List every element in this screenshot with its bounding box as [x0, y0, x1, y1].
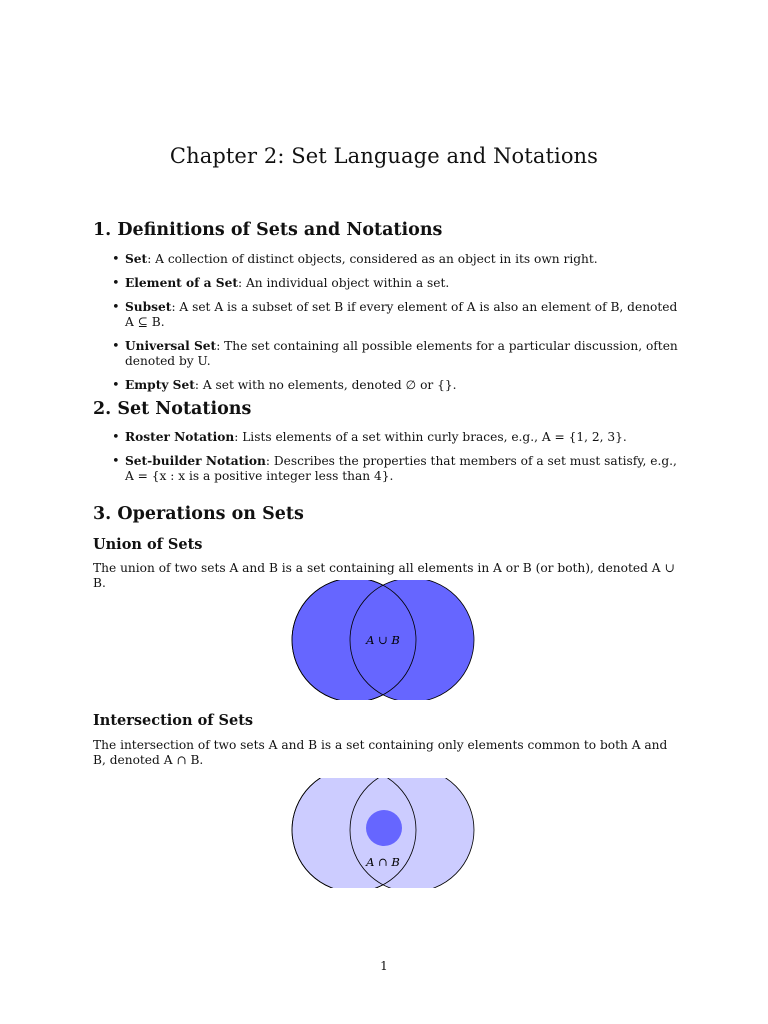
intersection-description: The intersection of two sets A and B is a set containing only elements common to both A and B, denoted A ∩ B.	[93, 738, 668, 767]
list-item	[110, 454, 680, 484]
notations-list	[110, 430, 680, 493]
term-label: Empty Set	[125, 378, 195, 392]
page-number: 1	[380, 959, 388, 973]
definitions-list	[110, 252, 680, 402]
term-label: Subset	[125, 300, 172, 314]
term-label: Roster Notation	[125, 430, 235, 444]
list-item	[110, 252, 680, 267]
term-label: Universal Set	[125, 339, 217, 353]
term-description: : An individual object within a set.	[238, 276, 450, 290]
subsection-heading-intersection: Intersection of Sets	[93, 712, 254, 729]
list-item	[110, 339, 680, 369]
term-label: Set	[125, 252, 148, 266]
list-item	[110, 378, 680, 393]
term-description: : A collection of distinct objects, considered as an object in its own right.	[147, 252, 598, 266]
union-venn-diagram	[280, 580, 490, 700]
section-heading-notations: 2. Set Notations	[93, 399, 252, 419]
list-item	[110, 276, 680, 291]
section-heading-operations: 3. Operations on Sets	[93, 504, 304, 524]
section-heading-definitions: 1. Definitions of Sets and Notations	[93, 220, 443, 240]
page-title: Chapter 2: Set Language and Notations	[169, 144, 599, 169]
term-label: Set-builder Notation	[125, 454, 266, 468]
list-item	[110, 430, 680, 445]
term-label: Element of a Set	[125, 276, 238, 290]
term-description: : A set A is a subset of set B if every element of A is also an element of B, denoted A ⊆ B.	[125, 300, 678, 329]
union-description: The union of two sets A and B is a set containing all elements in A or B (or both), denoted A ∪ B.	[93, 561, 675, 590]
term-description: : A set with no elements, denoted ∅ or {}.	[194, 378, 457, 392]
list-item	[110, 300, 680, 330]
subsection-heading-union: Union of Sets	[93, 536, 203, 553]
term-description: : Lists elements of a set within curly braces, e.g., A = {1, 2, 3}.	[234, 430, 627, 444]
intersection-highlight	[366, 810, 402, 846]
intersection-label: A ∩ B	[366, 855, 400, 869]
intersection-venn-diagram	[280, 778, 490, 888]
term-description: : Describes the properties that members of a set must satisfy, e.g., A = {x : x is a positive integer less than 4}.	[125, 454, 677, 483]
term-description: : The set containing all possible elements for a particular discussion, often denoted by U.	[125, 339, 678, 368]
union-label: A ∪ B	[366, 633, 400, 647]
